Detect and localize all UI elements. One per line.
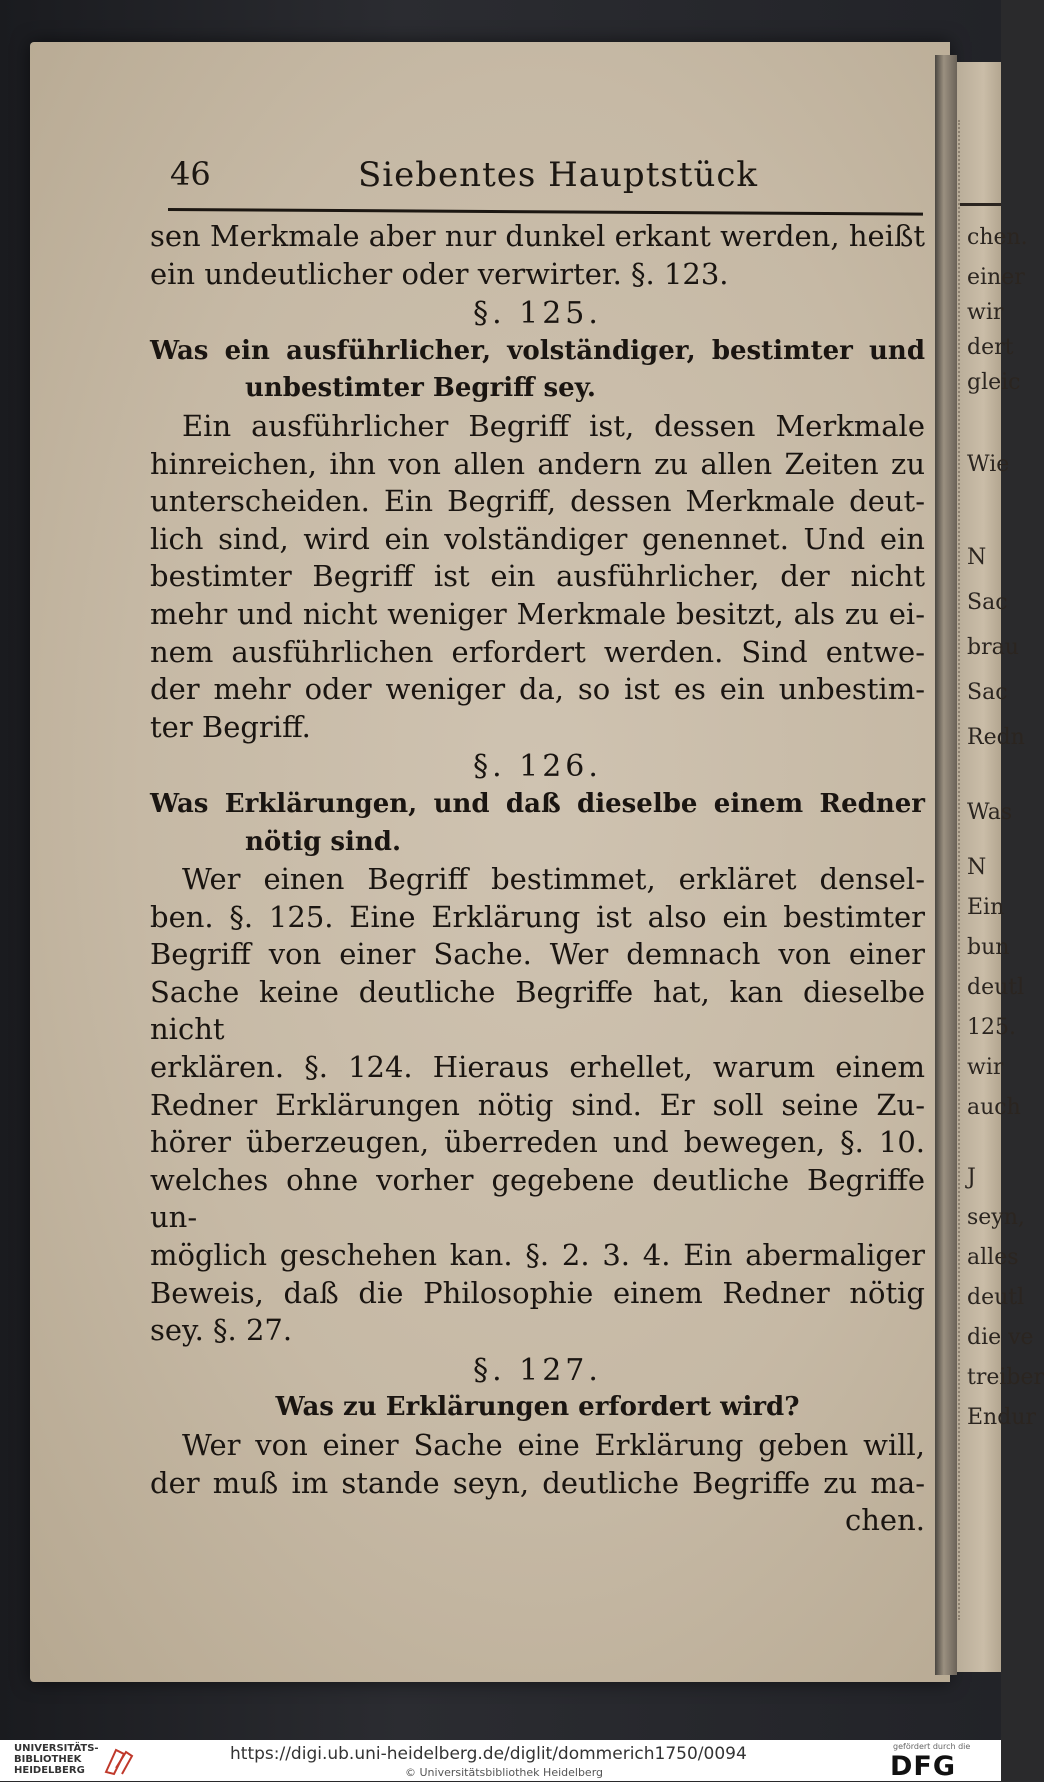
text-line: möglich geschehen kan. §. 2. 3. 4. Ein abermaliger: [150, 1238, 925, 1273]
next-page-fragment: Wie: [967, 452, 1010, 477]
next-page-fragment: dert: [967, 335, 1014, 360]
text-line: erklären. §. 124. Hieraus erhellet, warum einem: [150, 1050, 925, 1085]
institution-name[interactable]: UNIVERSITÄTS- BIBLIOTHEK HEIDELBERG: [14, 1743, 99, 1776]
next-page-fragment: die ve: [967, 1325, 1034, 1350]
next-page-fragment: wir: [967, 300, 1004, 325]
copyright-text: © Universitätsbibliothek Heidelberg: [405, 1766, 604, 1779]
text-line: chen.: [845, 1503, 925, 1538]
text-line: Beweis, daß die Philosophie einem Redner nötig: [150, 1275, 925, 1310]
next-page-fragment: 125.: [967, 1015, 1016, 1040]
text-line: bestimter Begriff ist ein ausführlicher, der nicht: [150, 559, 925, 594]
next-page-edge: [957, 62, 1044, 1672]
text-line: sey. §. 27.: [150, 1313, 293, 1348]
text-line: Wer von einer Sache eine Erklärung geben will,: [182, 1428, 925, 1462]
funding-label: gefördert durch die: [893, 1742, 971, 1751]
text-line: welches ohne vorher gegebene deutliche Begriffe un-: [150, 1162, 925, 1235]
page-url-link[interactable]: https://digi.ub.uni-heidelberg.de/diglit/dommerich1750/0094: [230, 1744, 747, 1764]
book-gutter: [935, 55, 957, 1675]
next-page-fragment: Sac: [967, 590, 1008, 615]
text-line: der muß im stande seyn, deutliche Begriffe zu ma-: [150, 1465, 925, 1500]
text-line: mehr und nicht weniger Merkmale besitzt, als zu ei-: [150, 596, 925, 631]
section-title: nötig sind.: [245, 826, 402, 857]
next-page-fragment: Redn: [967, 725, 1025, 750]
next-page-fragment: gleic: [967, 370, 1021, 395]
next-page-fragment: deutl: [967, 1285, 1025, 1310]
text-line: Sache keine deutliche Begriffe hat, kan dieselbe nicht: [150, 974, 925, 1047]
next-page-fragment: Sac: [967, 680, 1008, 705]
text-line: ben. §. 125. Eine Erklärung ist also ein bestimter: [150, 899, 925, 934]
next-page-fragment: treiber: [967, 1365, 1044, 1390]
next-page-fragment: Endur: [967, 1405, 1036, 1430]
section-title: Was zu Erklärungen erfordert wird?: [275, 1392, 800, 1423]
text-line: unterscheiden. Ein Begriff, dessen Merkmale deut-: [150, 484, 925, 519]
next-page-fragment: N: [967, 545, 987, 570]
text-line: ein undeutlicher oder verwirter. §. 123.: [150, 256, 729, 291]
text-line: ter Begriff.: [150, 709, 311, 744]
next-page-fragment: alles: [967, 1245, 1019, 1270]
page-edge-marks: [958, 120, 963, 1620]
section-number: §. 126.: [473, 749, 602, 785]
text-line: Begriff von einer Sache. Wer demnach von einer: [150, 937, 925, 972]
next-page-fragment: chen.: [967, 225, 1028, 250]
page-number: 46: [170, 155, 211, 193]
next-page-fragment: Was: [967, 800, 1013, 825]
next-page-fragment: brau: [967, 635, 1019, 660]
next-page-fragment: N: [967, 855, 987, 880]
section-title: Was Erklärungen, und daß dieselbe einem Redner: [150, 788, 925, 819]
next-page-fragment: einer: [967, 265, 1025, 290]
text-line: sen Merkmale aber nur dunkel erkant werden, heißt: [150, 219, 925, 253]
section-title: unbestimter Begriff sey.: [245, 373, 596, 404]
next-page-rule: [960, 203, 1001, 206]
section-number: §. 125.: [473, 296, 602, 332]
next-page-fragment: auch: [967, 1095, 1021, 1120]
next-page-fragment: Ein: [967, 895, 1005, 920]
next-page-fragment: deutl: [967, 975, 1025, 1000]
next-page-fragment: seyn,: [967, 1205, 1025, 1230]
university-logo-icon[interactable]: [102, 1746, 136, 1776]
section-number: §. 127.: [473, 1352, 602, 1388]
text-line: Redner Erklärungen nötig sind. Er soll seine Zu-: [150, 1087, 925, 1122]
dfg-logo[interactable]: DFG: [890, 1751, 957, 1782]
text-block: [150, 218, 925, 1540]
footer-bar: [0, 1740, 1001, 1781]
text-line: nem ausführlichen erfordert werden. Sind entwe-: [150, 634, 925, 669]
text-line: lich sind, wird ein volständiger genennet. Und ein: [150, 521, 925, 556]
text-line: Ein ausführlicher Begriff ist, dessen Merkmale: [182, 408, 925, 443]
section-title: Was ein ausführlicher, volständiger, bestimter und: [150, 335, 925, 366]
running-title: Siebentes Hauptstück: [358, 155, 759, 195]
next-page-fragment: wir: [967, 1055, 1004, 1080]
text-line: der mehr oder weniger da, so ist es ein unbestim-: [150, 672, 925, 707]
text-line: Wer einen Begriff bestimmet, erkläret densel-: [182, 862, 925, 897]
next-page-fragment: bun: [967, 935, 1010, 960]
text-line: hinreichen, ihn von allen andern zu allen Zeiten zu: [150, 446, 925, 481]
text-line: hörer überzeugen, überreden und bewegen, §. 10.: [150, 1125, 925, 1160]
next-page-fragment: J: [967, 1165, 976, 1190]
